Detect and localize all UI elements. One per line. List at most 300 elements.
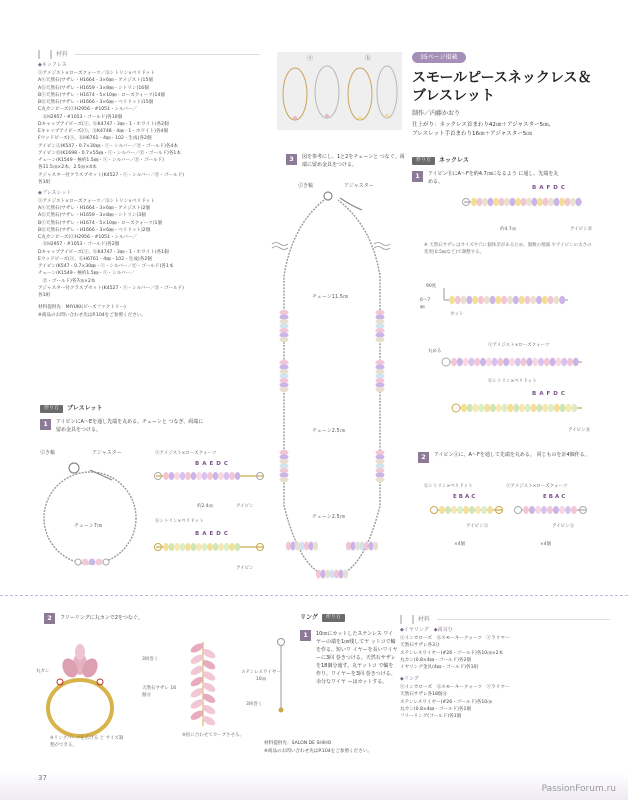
necklace-step2-text: アイピンⒶに、A〜Fを通して先端を丸める。 同じものを計4個作る。 (434, 452, 590, 458)
necklace-unit-variant-a (438, 352, 588, 372)
necklace-bead (376, 360, 385, 365)
necklace-variants: ⓐアメジスト×ローズクォーツ／ⓑシトリン×ペリドット (38, 71, 155, 77)
necklace-material-item: アイピンⒷ(K1698・0.7×55㎜・ⓢ・シルバー／ⓖ・ゴールド)各1本 (38, 150, 181, 156)
step-number-3: 3 (286, 154, 297, 165)
bead (553, 506, 559, 514)
bead (529, 506, 535, 514)
page-ref-pill: 35ページ掲載 (412, 52, 466, 63)
necklace-clasp-label: 引き輪 (298, 183, 314, 189)
necklace-bead (376, 369, 385, 374)
necklace-material-item: 各1組 (38, 179, 51, 185)
bead (488, 198, 494, 206)
bead (531, 404, 537, 412)
bead (174, 543, 180, 551)
necklace-step3 (286, 154, 407, 169)
bracelet-variant-b: ⓑシトリン×ペリドット (155, 519, 204, 524)
bead (501, 296, 507, 304)
necklace-bead (280, 382, 289, 387)
bracelet-adjuster-label: アジャスター (92, 450, 122, 456)
photo-graphic (277, 52, 402, 130)
necklace-unit-1 (458, 192, 588, 212)
bracelet-variants: ⓐアメジスト×ローズクォーツ／ⓑシトリン×ペリドット (38, 198, 155, 204)
necklace-variant-a: ⓐアメジスト×ローズクォーツ (488, 343, 550, 348)
necklace-bead (343, 570, 348, 579)
bead (495, 296, 501, 304)
necklace-pin-b-label-2: アイピンⒷ (568, 428, 591, 433)
necklace-bead (325, 570, 330, 579)
chain-short-label-2: チェーン2.5㎝ (312, 514, 345, 520)
bead (218, 472, 224, 480)
bead (496, 404, 502, 412)
necklace-note: ※ 天然石サザレはサイズや穴に個体差があるため、個数の増減 やアイピンの太さの変更(0.5㎜など)で調整する。 (424, 243, 592, 255)
bead (180, 472, 186, 480)
necklace-bead (280, 319, 289, 324)
necklace-bead (376, 450, 385, 455)
bead (544, 358, 550, 366)
necklace-material-item: Aⓐ天然石(サザレ・H1664・3×6㎜・アメジスト)15個 (38, 78, 154, 84)
header-bars (400, 615, 414, 624)
stone (201, 714, 217, 727)
bead (235, 543, 241, 551)
ring-material-item: 丸カン(0.8×4㎜・ゴールド)各1個 (400, 706, 472, 712)
bracelet-chain (44, 472, 136, 564)
bead (478, 296, 484, 304)
bead (467, 404, 473, 412)
chain-long-label: チェーン11.5㎝ (312, 294, 348, 300)
bead (463, 506, 469, 514)
bead (526, 358, 532, 366)
bead (473, 404, 479, 412)
stone (189, 675, 205, 688)
wire-label: ステンレスワイヤー 10㎝ (241, 670, 281, 682)
header-rule (437, 619, 610, 620)
necklace-bead (368, 542, 373, 551)
step2-pin-a-label-b: アイピンⒶ (466, 524, 489, 529)
bead (521, 198, 527, 206)
bead (541, 506, 547, 514)
bead (445, 506, 451, 514)
bead (565, 506, 571, 514)
bead (224, 472, 230, 480)
bead (504, 198, 510, 206)
step-number-1: 1 (40, 419, 51, 430)
necklace-letters: BAFDC (532, 185, 568, 191)
necklace-bead (286, 542, 291, 551)
necklace-bead (376, 468, 385, 473)
necklace-bead (376, 472, 385, 477)
ring-step2-text: フリーリングに丸カンで2をつなぐ。 (60, 614, 143, 621)
bracelet-chain-label: チェーン7㎝ (74, 523, 102, 529)
necklace-material-item: Bⓐ天然石(サザレ・H1674・5×10㎜・ローズクォーツ)14個 (38, 92, 165, 98)
earring-material-item: 丸カン(0.8×4㎜・ゴールド)各2個 (400, 657, 472, 663)
bead (513, 296, 519, 304)
earring-material-item: 天然石サザレ各3分 (400, 643, 440, 649)
bend-mm: 6〜7㎜ (420, 298, 431, 310)
ring-jumpring-label: 丸カン (36, 669, 50, 674)
clasp-ring (69, 463, 79, 473)
materials-left (38, 50, 260, 319)
bead (573, 358, 579, 366)
necklace-bead (373, 542, 378, 551)
necklace-bead (280, 459, 289, 464)
bead (207, 472, 213, 480)
bead (543, 198, 549, 206)
necklace-bead (376, 328, 385, 333)
bead (542, 296, 548, 304)
necklace-bead (364, 542, 369, 551)
bead (484, 296, 490, 304)
necklace-bead (280, 337, 289, 342)
stone (201, 658, 217, 671)
bead (490, 296, 496, 304)
bead (570, 198, 576, 206)
necklace-bead (376, 337, 385, 342)
necklace-diagram (262, 176, 402, 596)
stone (201, 681, 217, 694)
bead (565, 198, 571, 206)
necklace-bead (299, 542, 304, 551)
bead (235, 472, 241, 480)
ring-title: リング (300, 614, 318, 621)
bead (471, 198, 477, 206)
bracelet-material-item: Bⓐ天然石(サザレ・H1674・5×10㎜・ローズクォーツ)1個 (38, 220, 163, 226)
bead (469, 506, 475, 514)
bead (536, 296, 542, 304)
bead (519, 296, 525, 304)
page-number: 37 (38, 774, 47, 783)
howto-label: ブレスレット (67, 405, 103, 412)
necklace-bead (280, 378, 289, 383)
bead (521, 358, 527, 366)
ring-step1-text: 10㎝にカットしたステンレス ワイヤーの端を1㎝残してヤ ットコで輪を作る。短いワ イヤーを長いワイヤーに3回 巻きつける。天然石サザレ を18個分通す。丸ヤットコ で輪を作り、ワイヤーを3回 巻きつける。余分なワイヤ ーはカットする。 (316, 631, 398, 685)
necklace-bead (350, 542, 355, 551)
bead (530, 296, 536, 304)
adjuster-chain (90, 470, 112, 480)
bead (191, 472, 197, 480)
bead (561, 358, 567, 366)
step2-letters-b: EBAC (453, 494, 478, 500)
necklace-bead (280, 332, 289, 337)
bracelet-material-item: Dキャップアイビーズ(ⓐ、ⓑK4747・3㎜・1・ホワイト)各1個 (38, 249, 169, 255)
necklace-materials-title: ◆ネックレス (38, 62, 67, 69)
bead (480, 358, 486, 366)
necklace-material-item: アイピンⒶ(K547・0.7×30㎜・ⓢ・シルバー／ⓖ・ゴールド)各4本 (38, 143, 179, 149)
bead (174, 472, 180, 480)
bead (163, 472, 169, 480)
stone (201, 692, 217, 705)
bead (538, 358, 544, 366)
bracelet-howto (40, 404, 270, 434)
round-label: 丸める (428, 349, 442, 354)
title-line-1: スモールピースネックレス＆ (412, 70, 592, 87)
necklace-bead (280, 387, 289, 392)
necklace-unit-variant-b (448, 398, 588, 418)
step-number-1: 1 (300, 630, 311, 641)
bead (571, 404, 577, 412)
necklace-variant-b: ⓑシトリン×ペリドット (488, 379, 537, 384)
necklace-bead (376, 382, 385, 387)
materials-right-header-label: 材料 (418, 616, 431, 623)
bracelet-material-item: チェーン(K1549・極約1.5㎜・ⓢ・シルバー／ (38, 271, 135, 277)
earring-materials-list (400, 642, 610, 671)
ring-step1 (300, 630, 398, 686)
bead (468, 358, 474, 366)
cut-label: カット (450, 312, 464, 317)
necklace-bead (316, 570, 321, 579)
bead (526, 198, 532, 206)
materials-header (38, 50, 260, 59)
bracelet-materials-title: ◆ブレスレット (38, 190, 72, 197)
stone (189, 709, 205, 722)
header-rule (75, 54, 260, 55)
necklace-bead (320, 570, 325, 579)
stone (189, 641, 205, 654)
bead (457, 358, 463, 366)
bead (536, 404, 542, 412)
author: 制作／内藤かおり (412, 109, 461, 117)
bead (507, 296, 513, 304)
necklace-bead (304, 542, 309, 551)
necklace-bead (280, 328, 289, 333)
howto-tag: 作り方 (40, 405, 63, 413)
bead (565, 404, 571, 412)
bead (523, 506, 529, 514)
bead (466, 296, 472, 304)
bead (451, 358, 457, 366)
bead (202, 472, 208, 480)
bead (196, 472, 202, 480)
step2-variant-b: ⓑシトリン×ペリドット (424, 484, 473, 489)
necklace-bead (280, 477, 289, 482)
necklace-material-item: Aⓑ天然石(サザレ・H1659・3×8㎜・シトリン)16個 (38, 85, 149, 91)
bead (213, 472, 219, 480)
bead (497, 358, 503, 366)
earring-title: ◆イヤリング ◆両耳分 (400, 627, 453, 634)
wire-diagram (272, 636, 290, 716)
necklace-bead (376, 310, 385, 315)
bracelet-material-item: C丸カンビーズ(ⓐH2956・#1051・シルバー／ (38, 235, 138, 241)
necklace-bead (334, 570, 339, 579)
necklace-material-item: Bⓑ天然石(サザレ・H1666・3×6㎜・ペリドット)15個 (38, 100, 154, 106)
necklace-bead (338, 570, 343, 579)
necklace-bead (308, 542, 313, 551)
bead (560, 404, 566, 412)
necklace-clasp (324, 192, 332, 200)
bead (451, 506, 457, 514)
necklace-bead (280, 369, 289, 374)
howto-tag: 作り方 (412, 157, 435, 165)
necklace-bead (280, 314, 289, 319)
bracelet-material-item: アジャスター付クラスプセット(K4527・ⓢ・シルバー／ⓖ・ゴールド) (38, 285, 184, 291)
bracelet-material-item: ⓖ・ゴールド)各7㎝×2本 (38, 278, 96, 284)
necklace-letters-b: BAFDC (532, 391, 568, 397)
bead (439, 506, 445, 514)
bead (499, 198, 505, 206)
stone (201, 647, 217, 660)
bead (482, 198, 488, 206)
necklace-howto (412, 156, 612, 186)
bead (555, 358, 561, 366)
bracelet-material-item: ⓑH2957・#1053・ゴールド)各2個 (38, 242, 120, 248)
bead (548, 198, 554, 206)
bracelet-letters: BAEDC (195, 461, 231, 467)
bead (515, 358, 521, 366)
necklace-material-item: C丸カンビーズ(ⓐH2956・#1051・シルバー／ (38, 107, 138, 113)
bead (185, 472, 191, 480)
ring-material-item: 天然石サザレ各18個分 (400, 692, 448, 698)
earring-material-item: ステンレスワイヤー(#26・ゴールド)各10㎝×2本 (400, 650, 504, 656)
materials-right (400, 615, 610, 720)
ring-variants: ⓐインカローズ ⓑスモーキークォーツ ⓒラリマー (400, 685, 510, 691)
bead (513, 404, 519, 412)
necklace-bead (376, 373, 385, 378)
stone (201, 669, 217, 682)
necklace-bead (346, 542, 351, 551)
step2-unit-a (512, 501, 592, 519)
necklace-bead (313, 542, 318, 551)
bead (532, 358, 538, 366)
photo-badge-a: ⓐ (307, 55, 314, 62)
ring-howto-header (300, 613, 345, 622)
finished-size: 仕上がり：ネックレス首まわり42㎝＋アジャスター5㎝、 ブレスレット手首まわり16㎝＋アジャスター5㎝ (412, 121, 555, 137)
bracelet-material-item: Bⓑ天然石(サザレ・H1666・3×6㎜・ペリドット)2個 (38, 227, 151, 233)
necklace-bead (280, 454, 289, 459)
necklace-materials-list (38, 77, 260, 186)
bead (532, 198, 538, 206)
ring-supplier: 材料提供先：SALON DE SHIHO (264, 741, 332, 746)
ring-howto-tag: 作り方 (322, 614, 345, 622)
stone (189, 697, 205, 710)
bend-note: ※指に合わせてカーブさせる。 (182, 733, 245, 738)
stone (189, 686, 205, 699)
bracelet-unit-a (150, 466, 270, 486)
bead (554, 198, 560, 206)
bead (472, 296, 478, 304)
bracelet-materials-list (38, 205, 260, 299)
necklace-material-item: Dキャップアイビーズ(ⓐ、ⓑK4747・3㎜・1・ホワイト)各2個 (38, 121, 169, 127)
stone-label: 天然石サザレ 16個分 (142, 686, 177, 698)
bead (455, 296, 461, 304)
stone (189, 664, 205, 677)
times4-a: ×4個 (540, 542, 552, 547)
necklace-bead (376, 463, 385, 468)
bead (457, 506, 463, 514)
ring-step2 (44, 613, 143, 624)
bead (510, 198, 516, 206)
bracelet-pin-label-b: アイピン (236, 566, 254, 571)
bead (202, 543, 208, 551)
bead (525, 404, 531, 412)
necklace-bead (376, 459, 385, 464)
necklace-bead (280, 472, 289, 477)
bead (185, 543, 191, 551)
bead (484, 404, 490, 412)
bead (449, 296, 455, 304)
necklace-bead (280, 450, 289, 455)
necklace-bead (376, 323, 385, 328)
necklace-bead (280, 360, 289, 365)
ring-materials-list (400, 691, 610, 720)
bead (503, 358, 509, 366)
bead (478, 404, 484, 412)
necklace-material-item: チェーン(K1549・極約1.5㎜・ⓢ・シルバー／ⓖ・ゴールド) (38, 158, 164, 164)
bend-label: 90度 (426, 284, 437, 289)
bead (515, 198, 521, 206)
ring-charm (59, 644, 100, 680)
ring-materials-title: ◆リング (400, 676, 419, 683)
bead (502, 404, 508, 412)
times4-b: ×4個 (454, 542, 466, 547)
stone (189, 653, 205, 666)
necklace-bead (280, 364, 289, 369)
necklace-bead (376, 378, 385, 383)
bracelet-letters-b: BAEDC (195, 531, 231, 537)
necklace-material-item: Eキャップアイビーズ(ⓐ、ⓑK4748・4㎜・1・ホワイト)各4個 (38, 129, 169, 135)
ring-supplier-note: ※商品のお問い合わせ先はP.104をご参照ください。 (264, 749, 373, 754)
step-number-2: 2 (44, 613, 55, 624)
bead (229, 472, 235, 480)
step2-variant-a: ⓐアメジスト×ローズクォーツ (506, 484, 568, 489)
bead (571, 506, 577, 514)
necklace-bead (295, 542, 300, 551)
section-divider (0, 595, 628, 596)
necklace-step1-text: アイピンⒷにA〜Fを約4.7㎝になるよう に通し、先端を丸める。 (428, 171, 559, 185)
bead (576, 198, 582, 206)
bead (548, 296, 554, 304)
break-mark-right (374, 243, 390, 250)
ring-material-item: ステンレスワイヤー(#26・ゴールド)各10㎝ (400, 699, 492, 705)
title-block (412, 52, 612, 139)
bead (554, 404, 560, 412)
necklace-step2 (418, 452, 594, 463)
materials-right-header (400, 615, 610, 624)
necklace-bead (376, 387, 385, 392)
wrap3-label-b: 3回巻く (246, 702, 263, 707)
bead (213, 543, 219, 551)
bracelet-clasp-label: 引き輪 (40, 450, 56, 456)
bead (553, 296, 559, 304)
bead (229, 543, 235, 551)
supplier: 材料提供先：MIYUKI(ビーズファクトリー) (38, 305, 126, 311)
bead (169, 472, 175, 480)
stone (201, 703, 217, 716)
bead (218, 543, 224, 551)
bracelet-material-item: Aⓑ天然石(サザレ・H1659・3×8㎜・シトリン)3個 (38, 213, 146, 219)
bead (169, 543, 175, 551)
bead (535, 506, 541, 514)
bead (509, 358, 515, 366)
necklace-bead (280, 468, 289, 473)
bead (163, 543, 169, 551)
materials-header-label: 材料 (56, 51, 69, 58)
bead (486, 358, 492, 366)
necklace-adjuster-label: アジャスター (344, 183, 374, 189)
necklace-bead (329, 570, 334, 579)
bead (519, 404, 525, 412)
necklace-material-item: 各11.5㎝×2本、2.5㎝×4本 (38, 165, 97, 171)
step2-unit-b (428, 501, 508, 519)
necklace-pin-b-label: アイピンⒷ (570, 227, 593, 232)
step2-letters-a: EBAC (543, 494, 568, 500)
wrap3-label: 3回巻く (142, 657, 159, 662)
break-mark-left (272, 243, 288, 250)
necklace-bead (376, 314, 385, 319)
necklace-bead (376, 454, 385, 459)
necklace-bead (280, 310, 289, 315)
bracelet-material-item: アイピン(K547・0.7×30㎜・ⓢ・シルバー／ⓖ・ゴールド)各1本 (38, 264, 174, 270)
bead (492, 358, 498, 366)
necklace-bead (280, 323, 289, 328)
